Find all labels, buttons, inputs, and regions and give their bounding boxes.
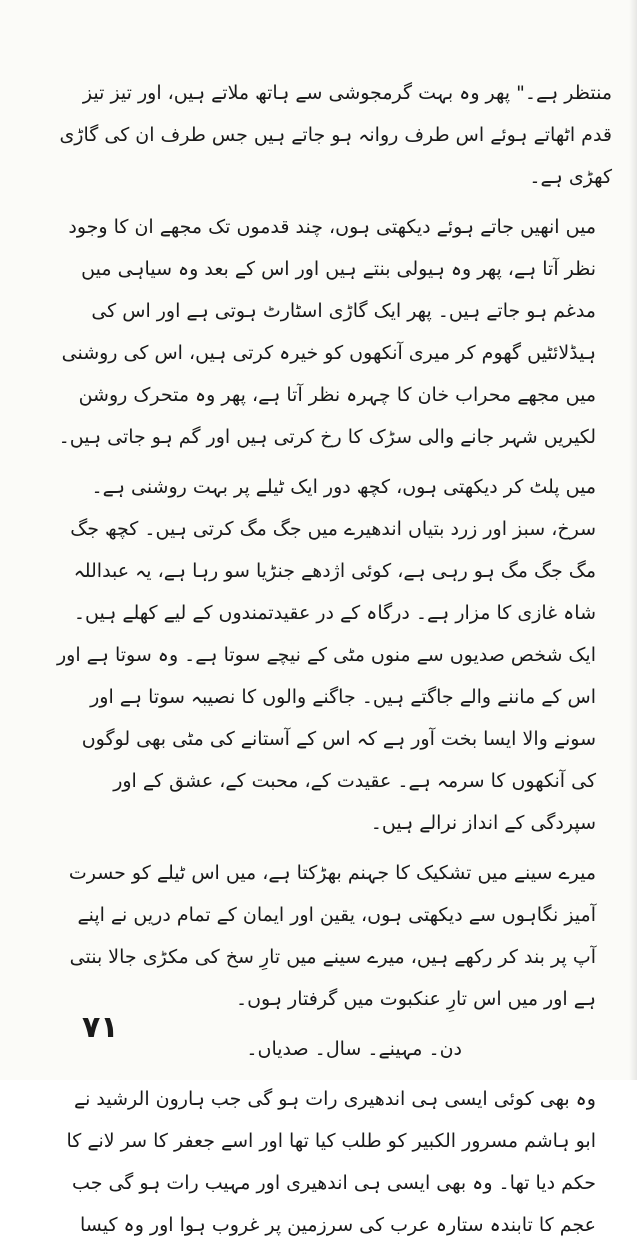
page-number: ۷۱ (82, 1010, 119, 1045)
paragraph-1: منتظر ہے۔" پھر وہ بہت گرمجوشی سے ہاتھ ملاتے ہیں، اور تیز تیز قدم اٹھاتے ہوئے اس طرف روانہ ہو جاتے ہیں جس طرف ان کی گاڑی کھڑی ہے۔ (59, 82, 612, 188)
page-body-text (52, 72, 612, 1246)
paragraph-6: وہ بھی کوئی ایسی ہی اندھیری رات ہو گی جب ہارون الرشید نے ابو ہاشم مسرور الکبیر کو طلب کیا تھا اور اسے جعفر کا سر لانے کا حکم دیا تھا۔ وہ بھی ایسی ہی اندھیری اور مہیب رات ہو گی جب عجم کا تابندہ ستارہ عرب کی سرزمین پر غروب ہوا اور وہ کیسا (66, 1088, 596, 1236)
paragraph-4: میرے سینے میں تشکیک کا جہنم بھڑکتا ہے، میں اس ٹیلے کو حسرت آمیز نگاہوں سے دیکھتی ہوں، یقین اور ایمان کے تمام دریں نے اپنے آپ پر بند کر رکھے ہیں، میرے سینے میں تارِ سخ کی مکڑی جالا بنتی ہے اور میں اس تارِ عنکبوت میں گرفتار ہوں۔ (68, 862, 596, 1010)
paragraph-2: میں انھیں جاتے ہوئے دیکھتی ہوں، چند قدموں تک مجھے ان کا وجود نظر آتا ہے، پھر وہ ہیولی بنتے ہیں اور اس کے بعد وہ سیاہی میں مدغم ہو جاتے ہیں۔ پھر ایک گاڑی اسٹارٹ ہوتی ہے اور اس کی ہیڈلائٹیں گھوم کر میری آنکھوں کو خیرہ کرتی ہیں، اس کی روشنی میں مجھے محراب خان کا چہرہ نظر آتا ہے، پھر وہ متحرک روشن لکیریں شہر جانے والی سڑک کا رخ کرتی ہیں اور گم ہو جاتی ہیں۔ (58, 216, 596, 448)
paragraph-5: دن۔ مہینے۔ سال۔ صدیاں۔ (246, 1038, 462, 1060)
paragraph-3: میں پلٹ کر دیکھتی ہوں، کچھ دور ایک ٹیلے پر بہت روشنی ہے۔ سرخ، سبز اور زرد بتیاں اندھیرے میں جگ مگ کرتی ہیں۔ کچھ جگ مگ جگ مگ ہو رہی ہے، کوئی اژدھے جنڑیا سو رہا ہے، یہ عبداللہ شاہ غازی کا مزار ہے۔ درگاہ کے در عقیدتمندوں کے لیے کھلے ہیں۔ ایک شخص صدیوں سے منوں مٹی کے نیچے سوتا ہے۔ وہ سوتا ہے اور اس کے ماننے والے جاگتے ہیں۔ جاگنے والوں کا نصیبہ سوتا ہے اور سونے والا ایسا بخت آور ہے کہ اس کے آستانے کی مٹی بھی لوگوں کی آنکھوں کا سرمہ ہے۔ عقیدت کے، محبت کے، عشق کے اور سپردگی کے انداز نرالے ہیں۔ (56, 476, 596, 834)
page-edge-shadow (629, 0, 637, 1080)
